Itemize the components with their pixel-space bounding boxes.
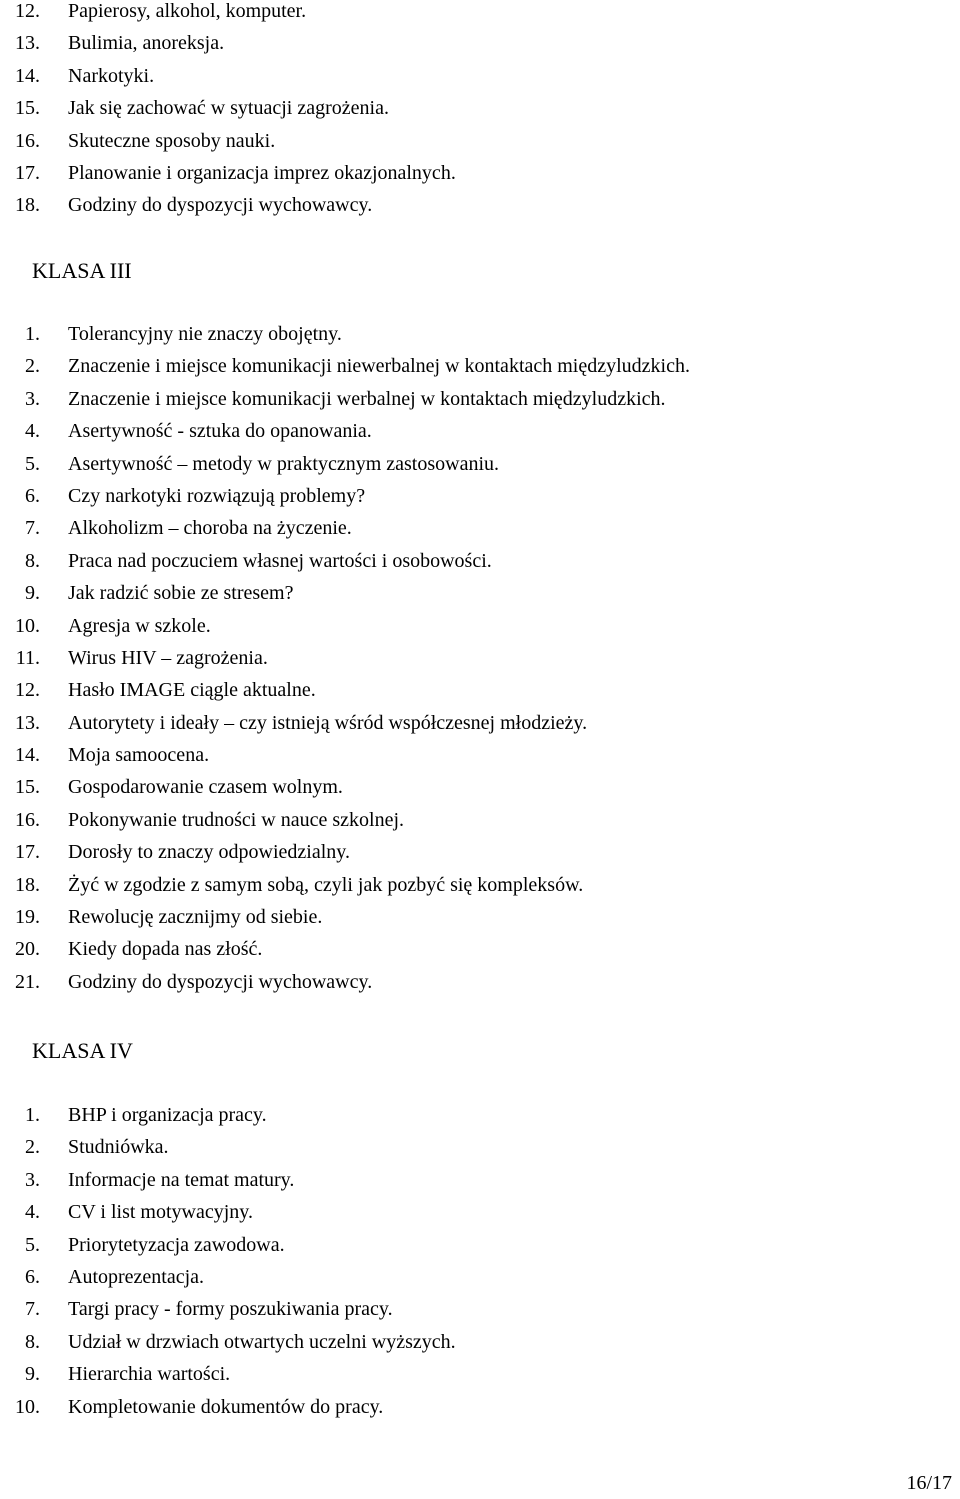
list-item-text: Znaczenie i miejsce komunikacji werbalnej w kontaktach międzyludzkich. bbox=[68, 387, 666, 410]
list-item-number: 19. bbox=[15, 906, 40, 929]
list-item-text: Asertywność – metody w praktycznym zastosowaniu. bbox=[68, 452, 500, 475]
list-item-text: Alkoholizm – choroba na życzenie. bbox=[68, 517, 352, 540]
list-item-text: Agresja w szkole. bbox=[68, 614, 211, 637]
list-item-number: 20. bbox=[15, 938, 40, 961]
list-item-number: 12. bbox=[15, 679, 40, 702]
list-item bbox=[0, 966, 960, 998]
page-number: 16/17 bbox=[906, 1472, 952, 1494]
list-item-text: Autoprezentacja. bbox=[68, 1265, 205, 1288]
list-item-text: Skuteczne sposoby nauki. bbox=[68, 129, 276, 152]
list-item bbox=[0, 804, 960, 836]
list-item bbox=[0, 642, 960, 674]
list-item bbox=[0, 480, 960, 512]
list-item-text: CV i list motywacyjny. bbox=[68, 1201, 253, 1224]
list-item bbox=[0, 901, 960, 933]
list-item-text: Bulimia, anoreksja. bbox=[68, 32, 225, 55]
list-item-text: Hasło IMAGE ciągle aktualne. bbox=[68, 679, 316, 702]
list-item-number: 1. bbox=[25, 323, 40, 345]
list-item bbox=[0, 1229, 960, 1261]
topic-list-klasa-3 bbox=[0, 318, 960, 998]
list-item-text: Informacje na temat matury. bbox=[68, 1168, 295, 1191]
list-item bbox=[0, 512, 960, 544]
list-item-number: 6. bbox=[25, 484, 40, 507]
list-item-number: 11. bbox=[15, 646, 40, 669]
list-item-number: 17. bbox=[15, 161, 40, 184]
list-item bbox=[0, 1131, 960, 1163]
list-item-text: Moja samoocena. bbox=[68, 744, 210, 767]
list-item-text: Rewolucję zacznijmy od siebie. bbox=[68, 906, 323, 929]
list-item bbox=[0, 771, 960, 803]
section-heading-klasa-3: KLASA III bbox=[32, 258, 132, 283]
list-item-number: 4. bbox=[25, 420, 40, 443]
list-item-number: 13. bbox=[15, 32, 40, 55]
list-item bbox=[0, 1326, 960, 1358]
list-item-number: 17. bbox=[15, 841, 40, 864]
list-item-text: Pokonywanie trudności w nauce szkolnej. bbox=[68, 808, 405, 831]
list-item bbox=[0, 27, 960, 59]
list-item-text: Studniówka. bbox=[68, 1136, 169, 1159]
list-item bbox=[0, 318, 960, 350]
list-item-number: 16. bbox=[15, 808, 40, 831]
list-item-number: 8. bbox=[25, 1330, 40, 1353]
list-item-number: 7. bbox=[25, 1298, 40, 1321]
list-item bbox=[0, 1293, 960, 1325]
list-item-number: 2. bbox=[25, 1136, 40, 1159]
list-item-number: 10. bbox=[15, 1395, 40, 1418]
list-item-text: Godziny do dyspozycji wychowawcy. bbox=[68, 194, 373, 217]
list-item bbox=[0, 383, 960, 415]
list-item-number: 4. bbox=[25, 1201, 40, 1224]
list-item-text: Znaczenie i miejsce komunikacji niewerbalnej w kontaktach międzyludzkich. bbox=[68, 355, 690, 378]
list-item-number: 2. bbox=[25, 355, 40, 378]
list-item-number: 9. bbox=[25, 582, 40, 605]
list-item-text: Jak się zachować w sytuacji zagrożenia. bbox=[68, 97, 389, 120]
list-item-text: Praca nad poczuciem własnej wartości i osobowości. bbox=[68, 549, 492, 572]
list-item bbox=[0, 1261, 960, 1293]
list-item-text: Priorytetyzacja zawodowa. bbox=[68, 1233, 285, 1256]
list-item-text: Papierosy, alkohol, komputer. bbox=[68, 0, 307, 22]
list-item bbox=[0, 610, 960, 642]
list-item bbox=[0, 415, 960, 447]
list-item-text: Udział w drzwiach otwartych uczelni wyższych. bbox=[68, 1330, 456, 1353]
list-item-number: 10. bbox=[15, 614, 40, 637]
list-item-number: 9. bbox=[25, 1363, 40, 1386]
list-item-number: 13. bbox=[15, 711, 40, 734]
list-item bbox=[0, 60, 960, 92]
section-heading-klasa-4: KLASA IV bbox=[32, 1038, 133, 1063]
list-item-text: Gospodarowanie czasem wolnym. bbox=[68, 776, 343, 799]
list-item bbox=[0, 933, 960, 965]
list-item-text: Czy narkotyki rozwiązują problemy? bbox=[68, 484, 366, 507]
list-item bbox=[0, 1358, 960, 1390]
list-item bbox=[0, 350, 960, 382]
topic-list-klasa-4 bbox=[0, 1099, 960, 1423]
list-item-number: 15. bbox=[15, 97, 40, 120]
list-item bbox=[0, 707, 960, 739]
list-item-text: Hierarchia wartości. bbox=[68, 1363, 231, 1386]
list-item bbox=[0, 577, 960, 609]
list-item bbox=[0, 869, 960, 901]
list-item-text: Planowanie i organizacja imprez okazjonalnych. bbox=[68, 161, 456, 184]
list-item-number: 6. bbox=[25, 1265, 40, 1288]
list-item-number: 18. bbox=[15, 194, 40, 217]
list-item bbox=[0, 92, 960, 124]
list-item-number: 12. bbox=[15, 0, 40, 22]
list-item-text: Tolerancyjny nie znaczy obojętny. bbox=[68, 323, 342, 345]
list-item bbox=[0, 1164, 960, 1196]
list-item-text: Dorosły to znaczy odpowiedzialny. bbox=[68, 841, 350, 864]
list-item-text: Żyć w zgodzie z samym sobą, czyli jak pozbyć się kompleksów. bbox=[68, 873, 584, 896]
list-item bbox=[0, 189, 960, 221]
list-item-number: 14. bbox=[15, 744, 40, 767]
list-item bbox=[0, 448, 960, 480]
list-item-text: Narkotyki. bbox=[68, 64, 155, 87]
list-item-number: 3. bbox=[25, 1168, 40, 1191]
list-item bbox=[0, 739, 960, 771]
list-item-number: 8. bbox=[25, 549, 40, 572]
list-item-number: 1. bbox=[25, 1104, 40, 1126]
list-item-number: 14. bbox=[15, 64, 40, 87]
list-item bbox=[0, 0, 960, 27]
list-item-text: Kiedy dopada nas złość. bbox=[68, 938, 263, 961]
list-item-text: BHP i organizacja pracy. bbox=[68, 1104, 267, 1126]
list-item-text: Wirus HIV – zagrożenia. bbox=[68, 646, 268, 669]
list-item-number: 3. bbox=[25, 387, 40, 410]
list-item-number: 5. bbox=[25, 1233, 40, 1256]
list-item-text: Jak radzić sobie ze stresem? bbox=[68, 582, 294, 605]
topic-list-continued bbox=[0, 0, 960, 222]
list-item-number: 21. bbox=[15, 970, 40, 993]
list-item-number: 15. bbox=[15, 776, 40, 799]
list-item bbox=[0, 1196, 960, 1228]
list-item-text: Kompletowanie dokumentów do pracy. bbox=[68, 1395, 384, 1418]
list-item bbox=[0, 125, 960, 157]
list-item-text: Godziny do dyspozycji wychowawcy. bbox=[68, 970, 373, 993]
list-item bbox=[0, 836, 960, 868]
list-item bbox=[0, 157, 960, 189]
list-item bbox=[0, 1391, 960, 1423]
list-item bbox=[0, 1099, 960, 1131]
list-item bbox=[0, 674, 960, 706]
list-item-number: 16. bbox=[15, 129, 40, 152]
list-item-text: Targi pracy - formy poszukiwania pracy. bbox=[68, 1298, 393, 1321]
list-item bbox=[0, 545, 960, 577]
list-item-number: 7. bbox=[25, 517, 40, 540]
list-item-number: 5. bbox=[25, 452, 40, 475]
list-item-text: Asertywność - sztuka do opanowania. bbox=[68, 420, 372, 443]
list-item-number: 18. bbox=[15, 873, 40, 896]
list-item-text: Autorytety i ideały – czy istnieją wśród współczesnej młodzieży. bbox=[68, 711, 588, 734]
